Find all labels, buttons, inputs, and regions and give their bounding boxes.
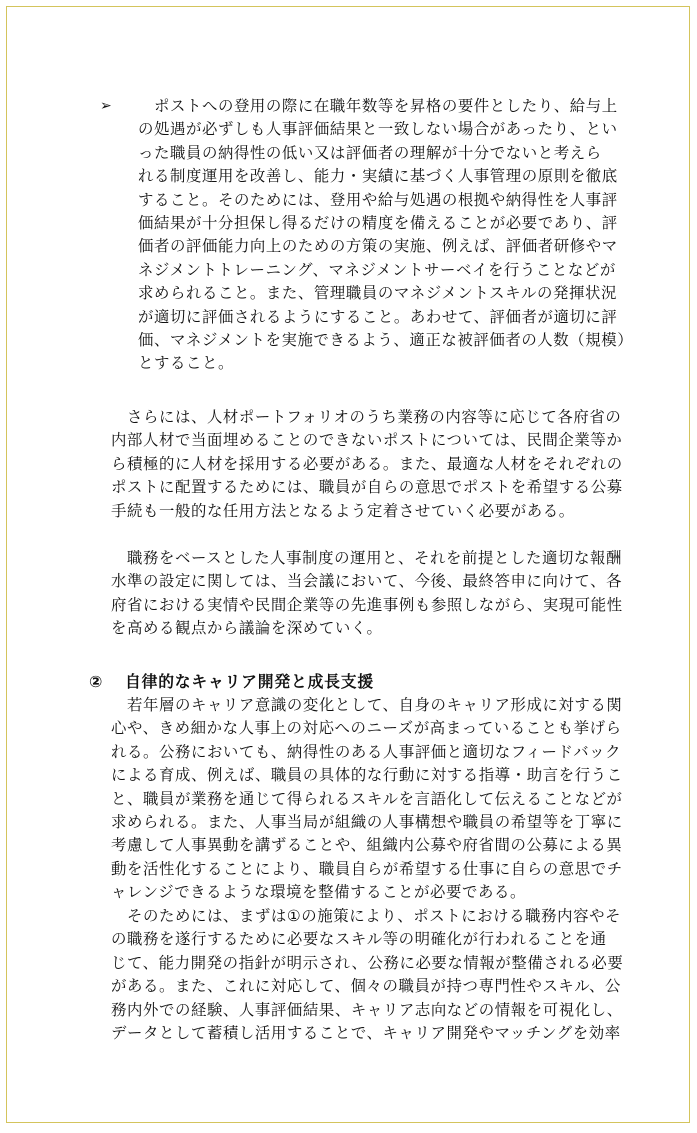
text-line: とすること。 bbox=[138, 354, 234, 373]
section-number: ② bbox=[89, 672, 103, 691]
arrow-bullet-icon: ➢ bbox=[100, 98, 112, 114]
text-line: を高める観点から議論を深めていく。 bbox=[111, 619, 383, 638]
text-line: れる。公務においても、納得性のある人事評価と適切なフィードバック bbox=[111, 742, 622, 761]
text-line: データとして蓄積し活用することで、キャリア開発やマッチングを効率 bbox=[111, 1024, 621, 1042]
text-line: そのためには、まずは①の施策により、ポストにおける職務内容やそ bbox=[111, 907, 622, 925]
text-line: 求められる。また、人事当局が組織の人事構想や職員の希望等を丁寧に bbox=[111, 813, 623, 831]
text-line: 価者の評価能力向上のための方策の実施、例えば、評価者研修やマ bbox=[138, 237, 618, 256]
text-line: ポストへの登用の際に在職年数等を昇格の要件としたり、給与上 bbox=[138, 97, 618, 115]
text-line: ネジメントトレーニング、マネジメントサーベイを行うことなどが bbox=[138, 260, 616, 279]
text-line: じて、能力開発の指針が明示され、公務に必要な情報が整備される必要 bbox=[111, 953, 624, 972]
text-line: 府省における実情や民間企業等の先進事例も参照しながら、実現可能性 bbox=[111, 595, 623, 614]
text-line: すること。そのためには、登用や給与処遇の根拠や納得性を人事評 bbox=[138, 190, 618, 209]
text-line: の職務を遂行するために必要なスキル等の明確化が行われることを通 bbox=[111, 930, 607, 949]
text-line: がある。また、これに対応して、個々の職員が持つ専門性やスキル、公 bbox=[111, 977, 622, 996]
text-line: 職務をベースとした人事制度の運用と、それを前提とした適切な報酬 bbox=[111, 549, 622, 567]
text-line: 水準の設定に関しては、当会議において、今後、最終答申に向けて、各 bbox=[111, 572, 623, 591]
text-line: 心や、きめ細かな人事上の対応へのニーズが高まっていることも挙げら bbox=[111, 719, 622, 738]
text-line: ポストに配置するためには、職員が自らの意思でポストを希望する公募 bbox=[111, 478, 623, 497]
text-line: による育成、例えば、職員の具体的な行動に対する指導・助言を行うこ bbox=[111, 766, 623, 785]
text-line: 価結果が十分担保し得るだけの精度を備えることが必要であり、評 bbox=[138, 214, 618, 232]
text-line: 務内外での経験、人事評価結果、キャリア志向などの情報を可視化し、 bbox=[111, 1000, 623, 1019]
text-line: 考慮して人事異動を講ずることや、組織内公募や府省間の公募による異 bbox=[111, 836, 623, 855]
document-body bbox=[7, 7, 689, 1122]
text-line: 価、マネジメントを実施できるよう、適正な被評価者の人数（規模） bbox=[138, 331, 634, 349]
text-line: ャレンジできるような環境を整備することが必要である。 bbox=[111, 883, 526, 902]
text-line: さらには、人材ポートフォリオのうち業務の内容等に応じて各府省の bbox=[111, 408, 622, 426]
text-line: が適切に評価されるようにすること。あわせて、評価者が適切に評 bbox=[138, 307, 618, 326]
text-line: の処遇が必ずしも人事評価結果と一致しない場合があったり、とい bbox=[138, 120, 618, 139]
text-line: 手続も一般的な任用方法となるよう定着させていく必要がある。 bbox=[111, 501, 575, 520]
text-line: 若年層のキャリア意識の変化として、自身のキャリア形成に対する関 bbox=[111, 696, 623, 714]
text-line: ら積極的に人材を採用する必要がある。また、最適な人材をそれぞれの bbox=[111, 454, 623, 473]
text-line: 動を活性化することにより、職員自らが希望する仕事に自らの意思でチ bbox=[111, 859, 623, 878]
text-line: 内部人材で当面埋めることのできないポストについては、民間企業等か bbox=[111, 431, 623, 450]
text-line: った職員の納得性の低い又は評価者の理解が十分でないと考えら bbox=[138, 143, 602, 162]
section-heading: 自律的なキャリア開発と成長支援 bbox=[125, 672, 374, 691]
text-line: れる制度運用を改善し、能力・実績に基づく人事管理の原則を徹底 bbox=[138, 167, 618, 186]
text-line: 求められること。また、管理職員のマネジメントスキルの発揮状況 bbox=[138, 284, 617, 303]
page-frame bbox=[6, 6, 690, 1123]
text-line: と、職員が業務を通じて得られるスキルを言語化して伝えることなどが bbox=[111, 789, 623, 808]
